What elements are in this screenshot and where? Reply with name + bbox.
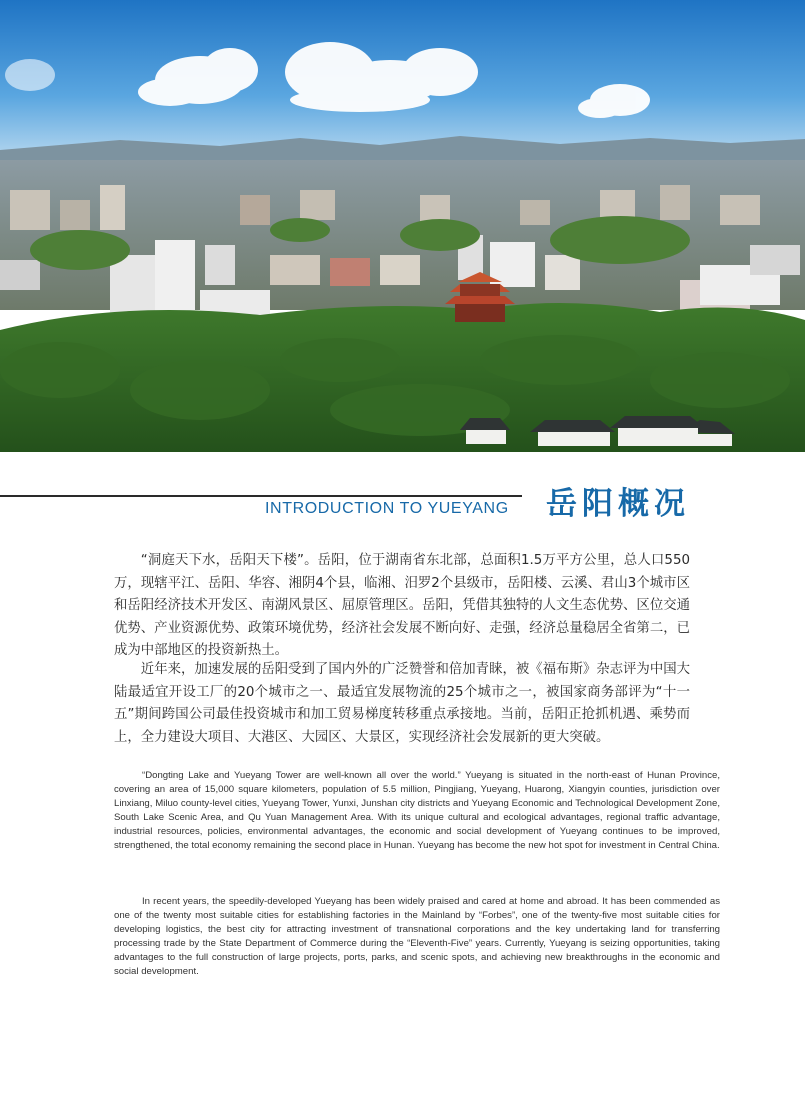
header-rule — [0, 495, 522, 497]
english-paragraph-1: “Dongting Lake and Yueyang Tower are well-known all over the world.” Yueyang is situated in the north-east of Hunan Province, covering an area of 15,000 square kilometers, population of 5.5 million, Pingjiang, Yueyang, Huarong, Xiangyin counties, jurisdiction over Linxiang, Miluo county-level cities, Yueyang Tower, Yunxi, Junshan city districts and Yueyang Economic and Technological Development Zone, South Lake Scenic Area, and Qu Yuan Management Area. With its unique cultural and ecological advantages, regional traffic advantage, industrial resources, policies, environmental advantages, the economic and social development of Yueyang continues to be improved, strengthened, the total economy remaining the second place in Hunan. Yueyang has become the new hot spot for investment in Central China. — [114, 770, 720, 851]
city-panorama-photo — [0, 0, 805, 452]
chinese-paragraph-2: 近年来，加速发展的岳阳受到了国内外的广泛赞誉和倍加青睐，被《福布斯》杂志评为中国大陆最适宜开设工厂的20个城市之一、最适宜发展物流的25个城市之一，被国家商务部评为“十一五”期间跨国公司最佳投资城市和加工贸易梯度转移重点承接地。当前，岳阳正抢抓机遇、乘势而上，全力建设大项目、大港区、大园区、大景区，实现经济社会发展新的更大突破。 — [114, 662, 690, 745]
chinese-paragraph-1: “洞庭天下水，岳阳天下楼”。岳阳，位于湖南省东北部，总面积1.5万平方公里，总人口550万，现辖平江、岳阳、华容、湘阴4个县，临湘、汨罗2个县级市，岳阳楼、云溪、君山3个城市区和岳阳经济技术开发区、南湖风景区、屈原管理区。岳阳，凭借其独特的人文生态优势、区位交通优势、产业资源优势、政策环境优势，经济社会发展不断向好、走强，经济总量稳居全省第二，已成为中部地区的投资新热土。 — [114, 553, 690, 658]
section-title-zh: 岳阳概况 — [546, 486, 690, 522]
section-title-en: INTRODUCTION TO YUEYANG — [265, 500, 509, 517]
english-paragraph-2: In recent years, the speedily-developed Yueyang has been widely praised and cared at home and abroad. It has been commended as one of the twenty most suitable cities for establishing factories in the Mainland by “Forbes”, one of the twenty-five most suitable cities for developing logistics, the best city for attracting investment of transnational corporations and the key undertaking land for transferring processing trade by the State Department of Commerce during the “Eleventh-Five” years. Currently, Yueyang is seizing opportunities, taking advantages to the full construction of large projects, ports, parks, and scenic spots, and achieving new breakthroughs in the economic and social development. — [114, 896, 720, 977]
